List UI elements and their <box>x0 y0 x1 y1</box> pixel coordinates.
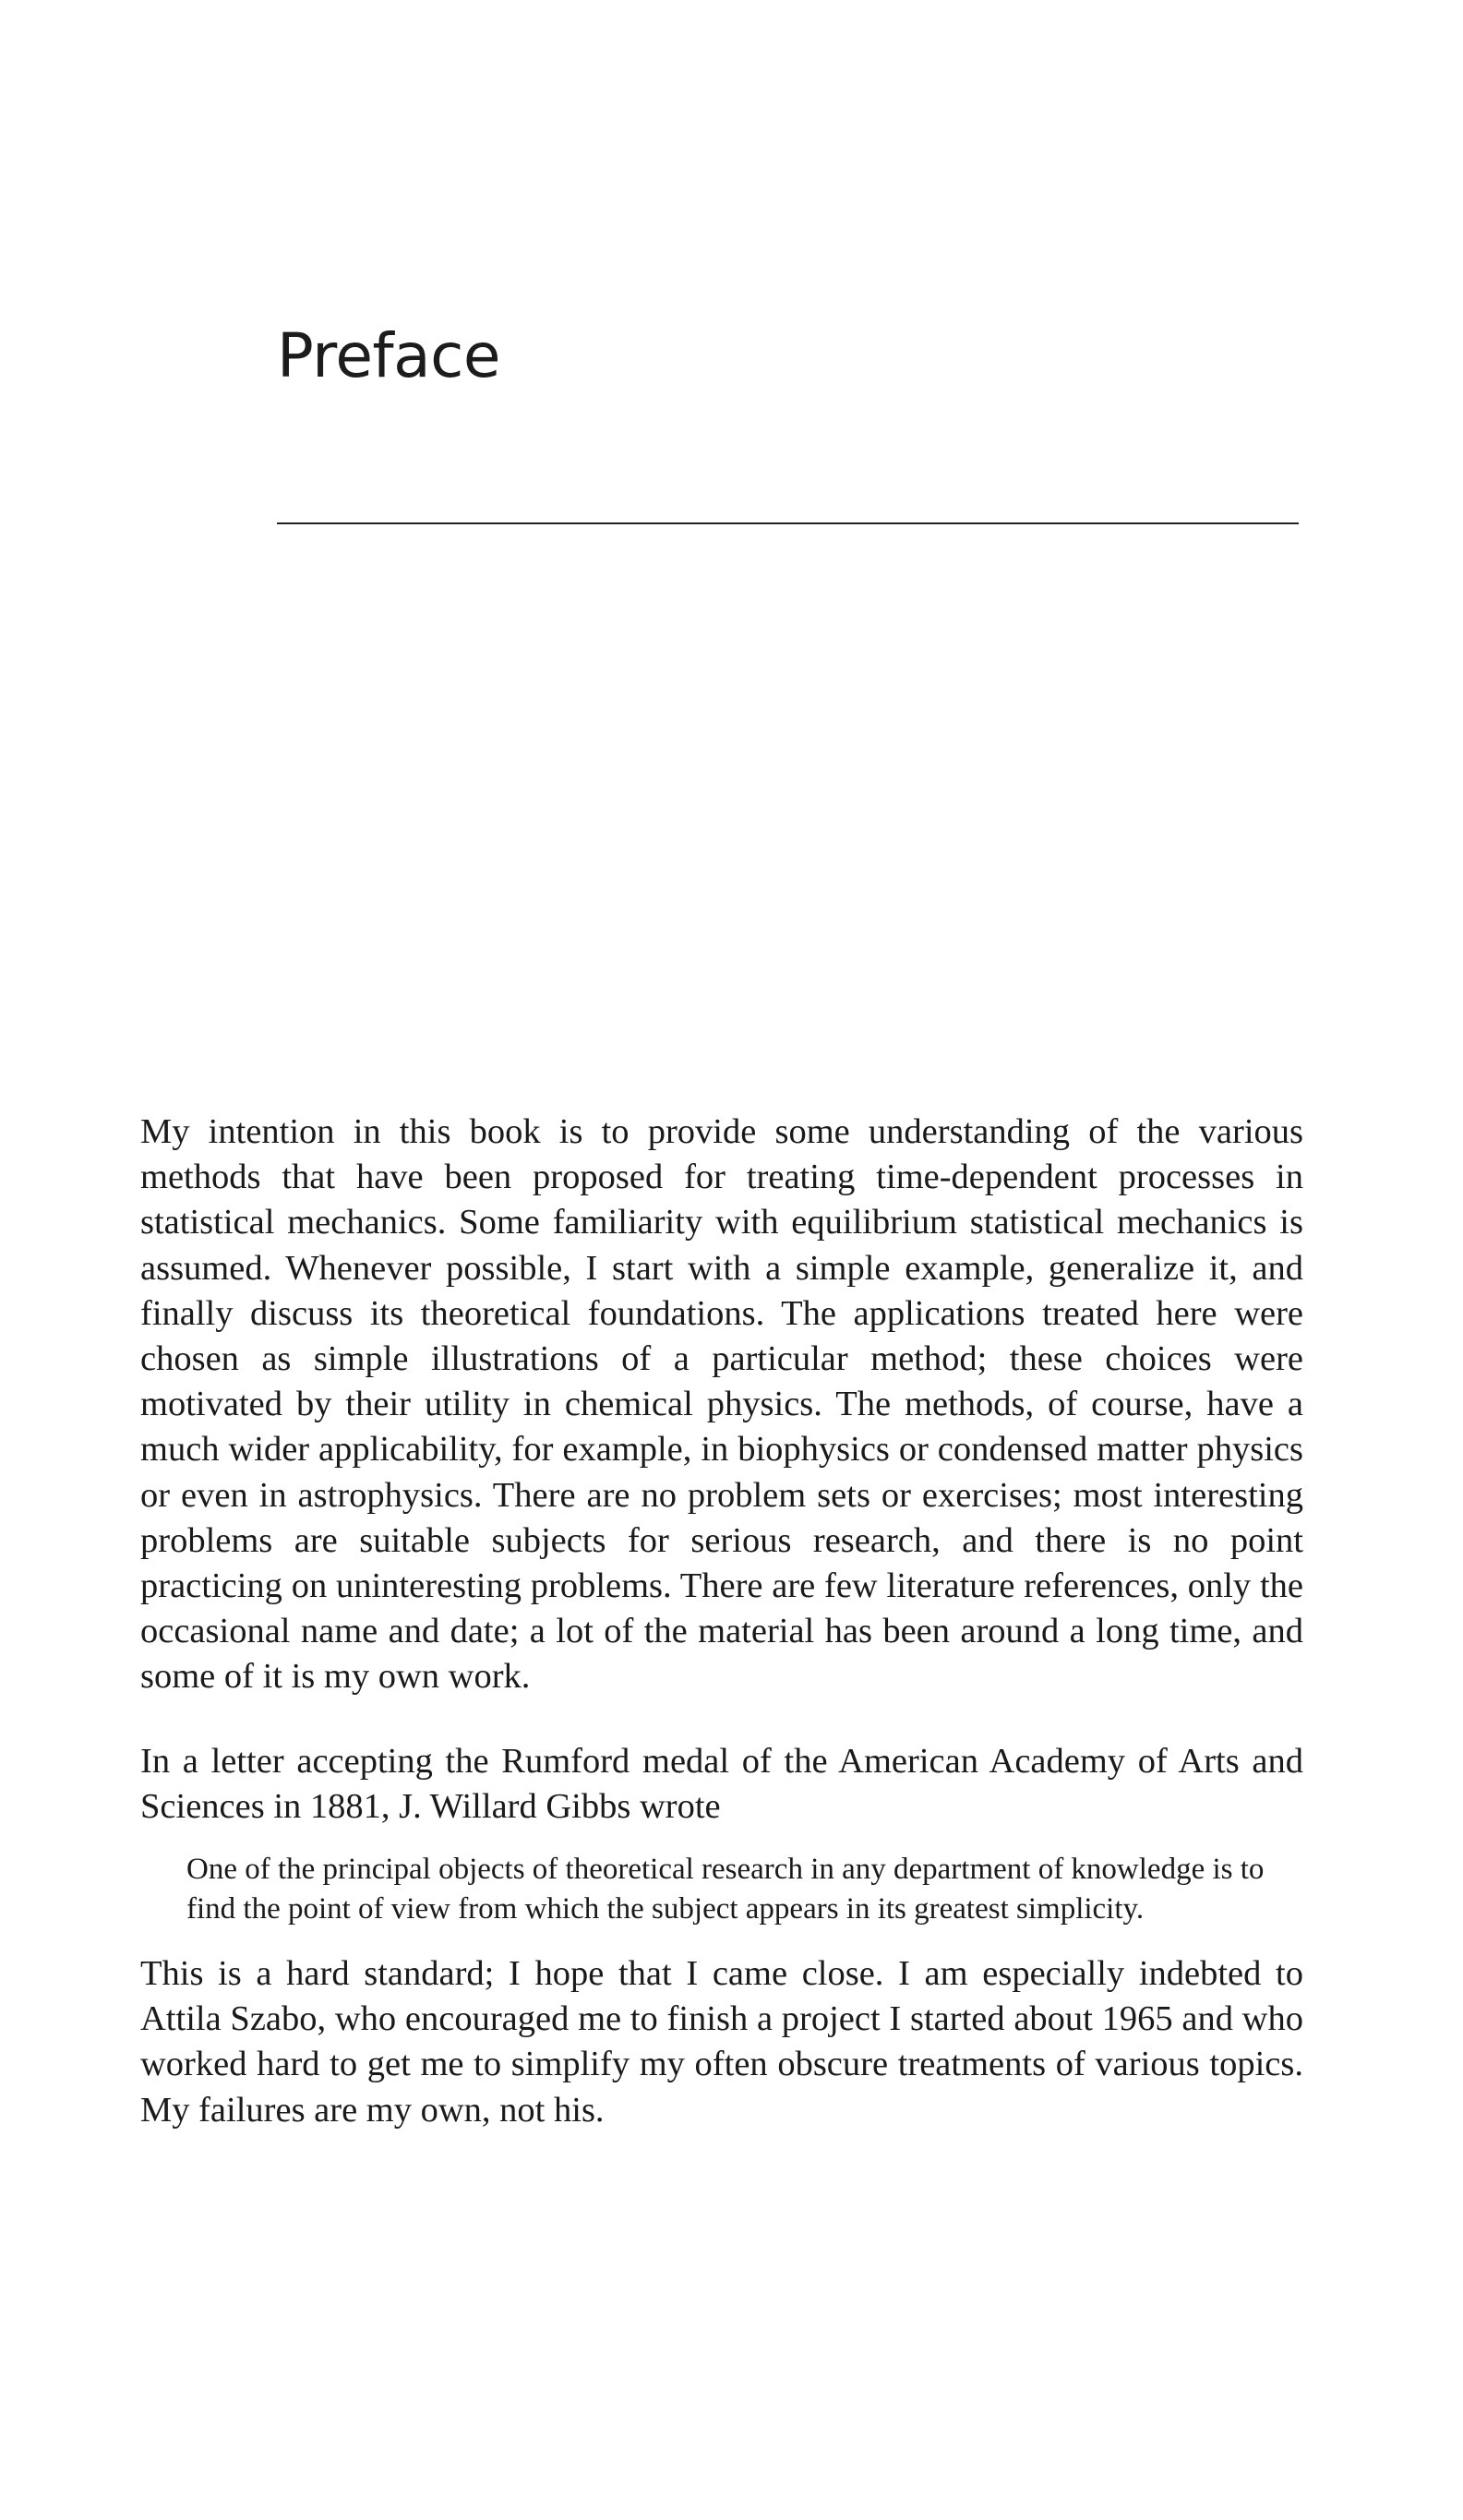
chapter-title: Preface <box>277 320 501 391</box>
paragraph-intention: My intention in this book is to provide some understanding of the various methods that have been proposed for treating time-dependent processes in statistical mechanics. Some familiarity with equilibrium statistical mechanics is assumed. Whenever possible, I start with a simple example, generalize it, and finally discuss its theoretical foundations. The applications treated here were chosen as simple illustrations of a particular method; these choices were motivated by their utility in chemical physics. The methods, of course, have a much wider applicability, for example, in biophysics or condensed matter physics or even in astrophysics. There are no problem sets or exercises; most interesting problems are suitable subjects for serious research, and there is no point practicing on uninteresting problems. There are few literature references, only the occasional name and date; a lot of the material has been around a long time, and some of it is my own work. <box>140 1112 1303 1697</box>
gibbs-quote: One of the principal objects of theoretical research in any department of knowledge is to find the point of view from which the subject appears in its greatest simplicity. <box>186 1853 1265 1926</box>
title-rule <box>277 522 1299 524</box>
paragraph-gibbs-letter: In a letter accepting the Rumford medal of the American Academy of Arts and Sciences in 1881, J. Willard Gibbs wrote <box>140 1741 1303 1826</box>
paragraph-acknowledgment: This is a hard standard; I hope that I came close. I am especially indebted to Attila Szabo, who encouraged me to finish a project I started about 1965 and who worked hard to get me to simplify my often obscure treatments of various topics. My failures are my own, not his. <box>140 1954 1303 2130</box>
preface-body <box>140 1110 1303 2133</box>
